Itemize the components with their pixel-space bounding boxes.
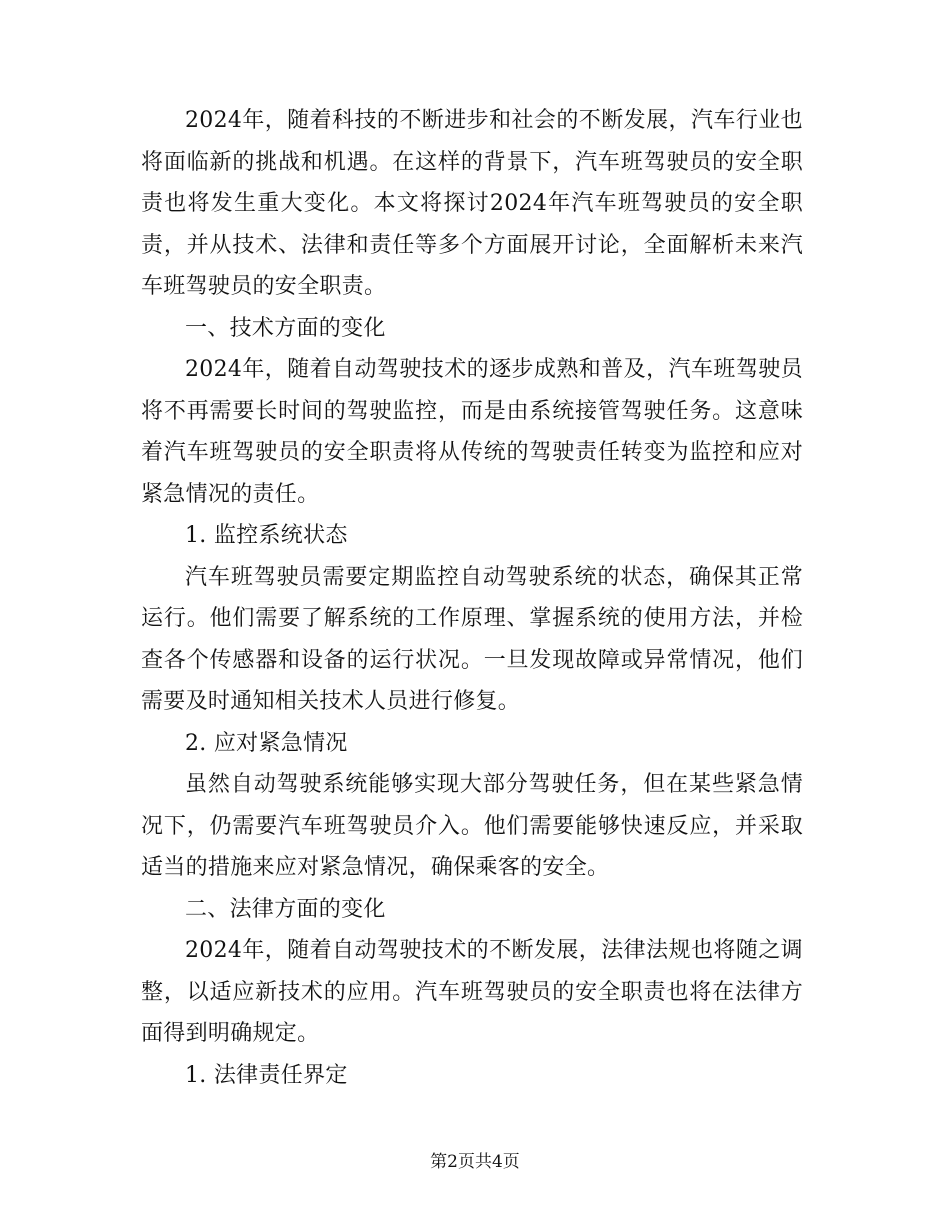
document-body [141, 100, 803, 1096]
section-heading-law: 二、法律方面的变化 [185, 896, 386, 922]
page-footer [0, 1150, 950, 1174]
subheading-emergency: 2. 应对紧急情况 [185, 730, 348, 756]
section-heading-tech: 一、技术方面的变化 [185, 315, 386, 341]
monitor-paragraph: 汽车班驾驶员需要定期监控自动驾驶系统的状态，确保其正常运行。他们需要了解系统的工作原理、掌握系统的使用方法，并检查各个传感器和设备的运行状况。一旦发现故障或异常情况，他们需要及时通知相关技术人员进行修复。 [141, 564, 803, 714]
subheading-legal-liability: 1. 法律责任界定 [185, 1062, 348, 1088]
subheading-monitor: 1. 监控系统状态 [185, 523, 348, 548]
page-number-indicator: 第2页共4页 [430, 1152, 520, 1172]
law-paragraph: 2024年，随着自动驾驶技术的不断发展，法律法规也将随之调整，以适应新技术的应用。汽车班驾驶员的安全职责也将在法律方面得到明确规定。 [141, 938, 803, 1046]
tech-paragraph: 2024年，随着自动驾驶技术的逐步成熟和普及，汽车班驾驶员将不再需要长时间的驾驶监控，而是由系统接管驾驶任务。这意味着汽车班驾驶员的安全职责将从传统的驾驶责任转变为监控和应对紧急情况的责任。 [141, 357, 803, 507]
intro-paragraph: 2024年，随着科技的不断进步和社会的不断发展，汽车行业也将面临新的挑战和机遇。在这样的背景下，汽车班驾驶员的安全职责也将发生重大变化。本文将探讨2024年汽车班驾驶员的安全职责，并从技术、法律和责任等多个方面展开讨论，全面解析未来汽车班驾驶员的安全职责。 [141, 108, 803, 299]
emergency-paragraph: 虽然自动驾驶系统能够实现大部分驾驶任务，但在某些紧急情况下，仍需要汽车班驾驶员介入。他们需要能够快速反应，并采取适当的措施来应对紧急情况，确保乘客的安全。 [141, 772, 803, 880]
